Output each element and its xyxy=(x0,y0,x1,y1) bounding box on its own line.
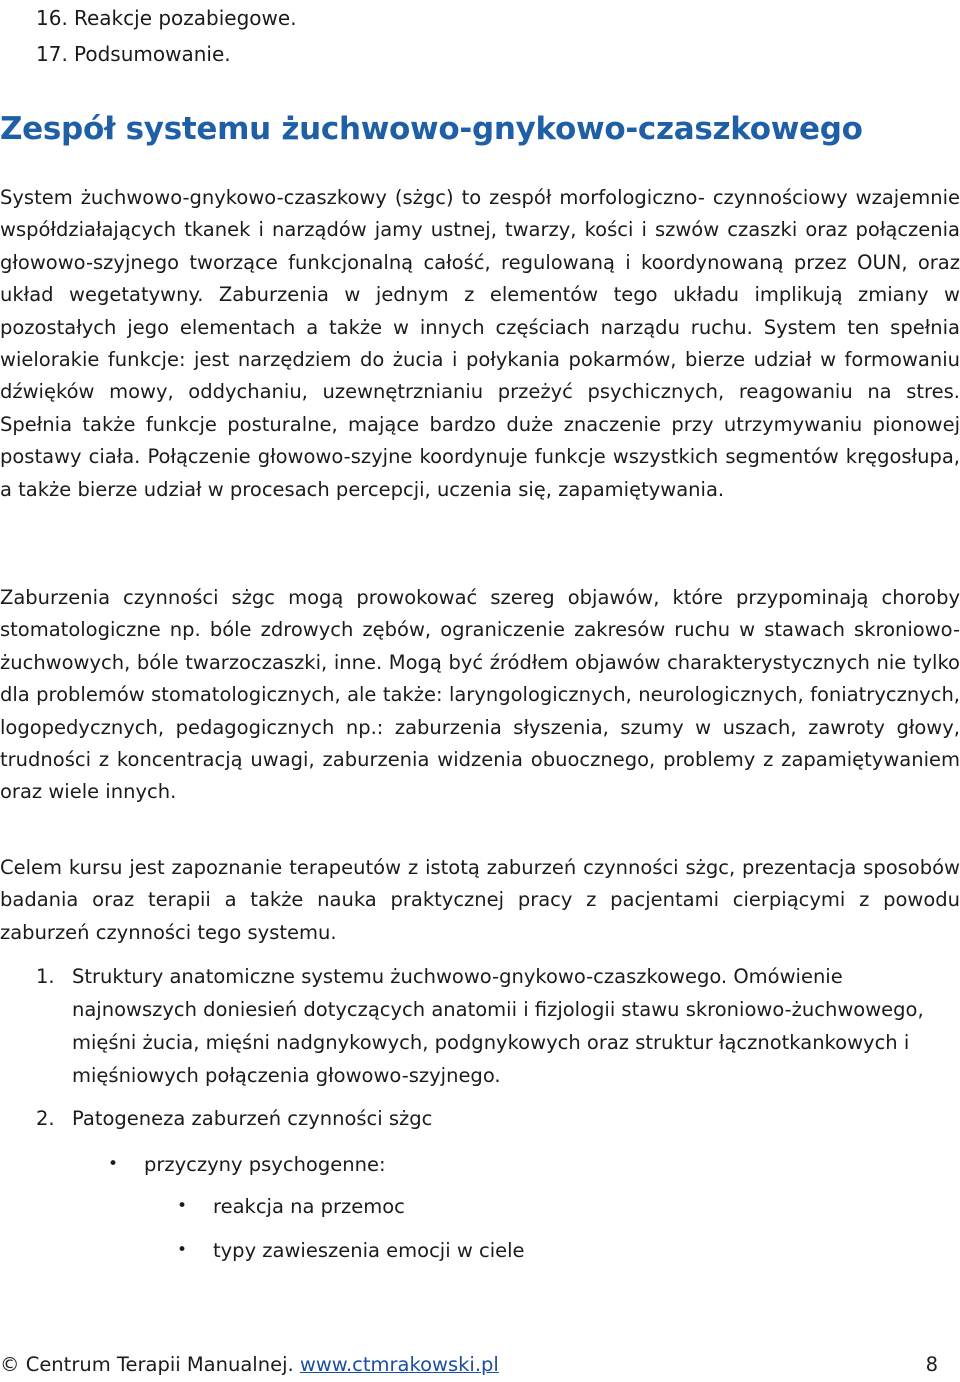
bullet-icon: • xyxy=(177,1196,188,1216)
symptoms-paragraph: Zaburzenia czynności sżgc mogą prowokować szereg objawów, które przypominają choroby stomatologiczne np. bóle zdrowych zębów, ograniczenie zakresów ruchu w stawach skroniowo-żuchwowych, bóle twarzoczaszki, inne. Mogą być źródłem objawów charakterystycznych nie tylko dla problemów stomatologicznych, ale także: laryngologicznych, neurologicznych, foniatrycznych, logopedycznych, pedagogicznych np.: zaburzenia słyszenia, szumy w uszach, zawroty głowy, trudności z koncentracją uwagi, zaburzenia widzenia obuocznego, problemy z zapamiętywaniem oraz wiele innych. xyxy=(0,586,960,804)
previous-list xyxy=(36,0,297,72)
website-link[interactable]: www.ctmrakowski.pl xyxy=(299,1353,499,1376)
list-item-text: Patogeneza zaburzeń czynności sżgc xyxy=(72,1107,433,1130)
list-item xyxy=(36,0,297,36)
list-item-label: Podsumowanie. xyxy=(74,42,231,66)
list-item xyxy=(36,36,297,72)
course-goal-paragraph: Celem kursu jest zapoznanie terapeutów z istotą zaburzeń czynności sżgc, prezentacja sposobów badania oraz terapii a także nauka praktycznej pracy z pacjentami cierpiącymi z powodu zaburzeń czynności tego systemu. xyxy=(0,856,960,944)
intro-paragraph: System żuchwowo-gnykowo-czaszkowy (sżgc) to zespół morfologiczno- czynnościowy wzajemnie współdziałających tkanek i narządów jamy ustnej, twarzy, kości i szwów czaszki oraz połączenia głowowo-szyjnego tworzące funkcjonalną całość, regulowaną i koordynowaną przez OUN, oraz układ wegetatywny. Zaburzenia w jednym z elementów tego układu implikują zmiany w pozostałych jego elementach a także w innych częściach narządu ruchu. System ten spełnia wielorakie funkcje: jest narzędziem do żucia i połykania pokarmów, bierze udział w formowaniu dźwięków mowy, oddychaniu, uzewnętrznianiu przeżyć psychicznych, reagowaniu na stres. Spełnia także funkcje posturalne, mające bardzo duże znaczenie przy utrzymywaniu pionowej postawy ciała. Połączenie głowowo-szyjne koordynuje funkcje wszystkich segmentów kręgosłupa, a także bierze udział w procesach percepcji, uczenia się, zapamiętywania. xyxy=(0,186,960,501)
page-footer xyxy=(0,1350,960,1380)
page-number: 8 xyxy=(925,1353,938,1376)
footer-copyright: © Centrum Terapii Manualnej. xyxy=(0,1353,294,1376)
list-number: 2. xyxy=(36,1107,55,1130)
list-item-label: Reakcje pozabiegowe. xyxy=(74,6,297,30)
list-number: 16. xyxy=(36,6,68,30)
bullet-icon: • xyxy=(177,1240,188,1260)
list-number: 1. xyxy=(36,965,55,988)
list-item-text: Struktury anatomiczne systemu żuchwowo-gnykowo-czaszkowego. Omówienie najnowszych doniesień dotyczących anatomii i fizjologii stawu skroniowo-żuchwowego, mięśni żucia, mięśni nadgnykowych, podgnykowych oraz struktur łącznotkankowych i mięśniowych połączenia głowowo-szyjnego. xyxy=(72,965,924,1087)
list-number: 17. xyxy=(36,42,68,66)
bullet-text: reakcja na przemoc xyxy=(213,1195,405,1218)
bullet-text: przyczyny psychogenne: xyxy=(144,1153,386,1176)
bullet-text: typy zawieszenia emocji w ciele xyxy=(213,1239,525,1262)
section-heading: Zespół systemu żuchwowo-gnykowo-czaszkowego xyxy=(0,111,863,147)
bullet-icon: • xyxy=(108,1154,119,1174)
